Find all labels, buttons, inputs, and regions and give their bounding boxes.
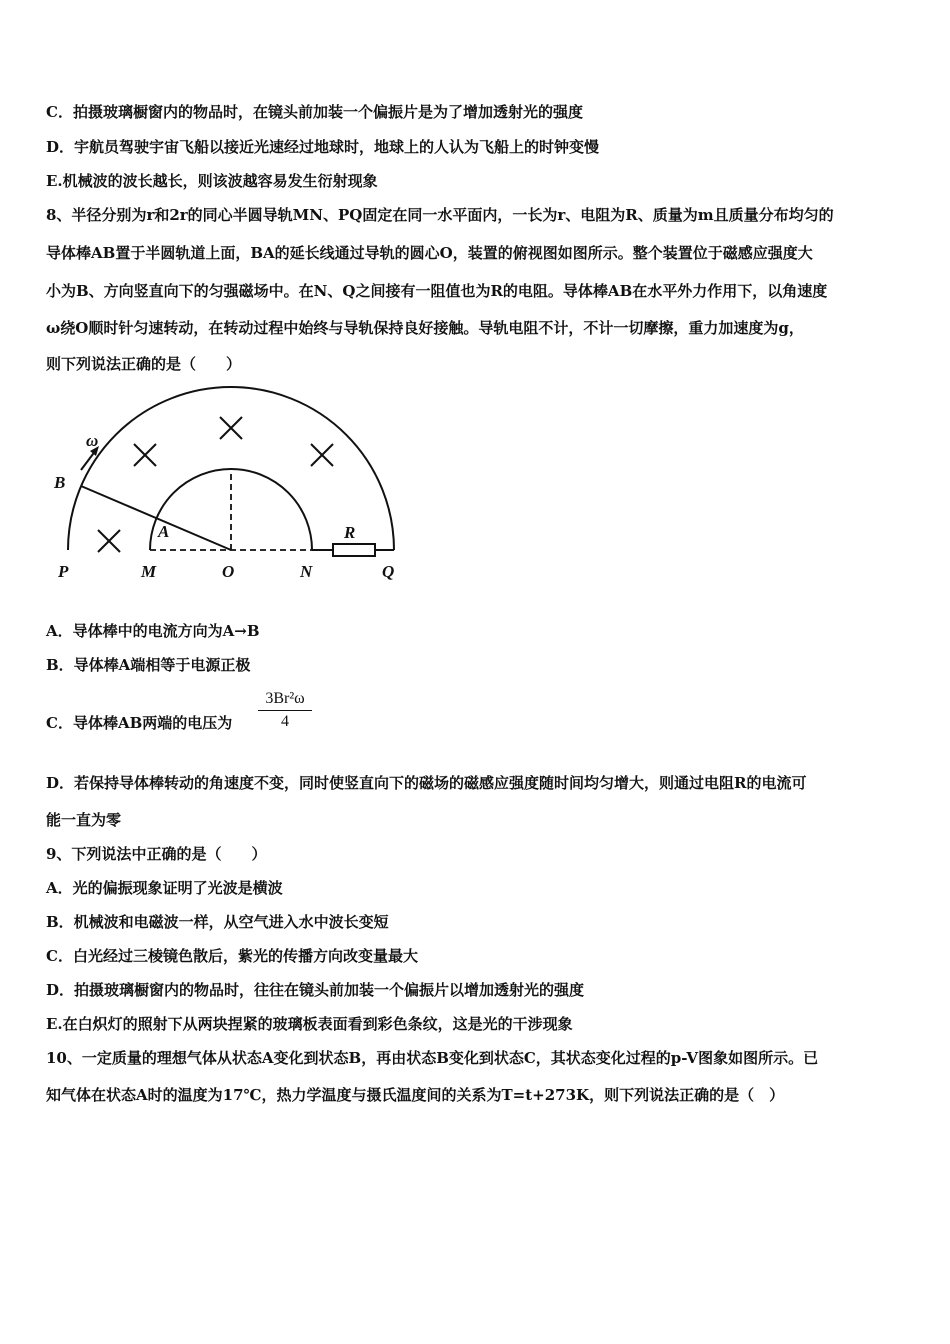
question-8-line-2: 导体棒AB置于半圆轨道上面，BA的延长线通过导轨的圆心O，装置的俯视图如图所示。整个装置位于磁感应强度大 — [46, 244, 813, 262]
q8-option-d-line-1: D．若保持导体棒转动的角速度不变，同时使竖直向下的磁场的磁感应强度随时间均匀增大，则通过电阻R的电流可 — [46, 774, 807, 792]
question-9: 9、下列说法中正确的是（ ） — [46, 845, 267, 863]
q8-option-a: A．导体棒中的电流方向为A→B — [46, 622, 260, 640]
fraction-numerator: 3Br²ω — [258, 690, 312, 711]
resistor — [333, 544, 375, 556]
label-p: P — [58, 562, 69, 581]
question-8-line-1: 8、半径分别为r和2r的同心半圆导轨MN、PQ固定在同一水平面内，一长为r、电阻为R、质量为m且质量分布均匀的 — [46, 206, 834, 224]
q8-option-b: B．导体棒A端相等于电源正极 — [46, 656, 251, 674]
q9-option-a: A．光的偏振现象证明了光波是横波 — [46, 879, 283, 897]
rail-diagram — [46, 384, 416, 594]
rod-ab — [81, 486, 231, 550]
option-e-prev: E.机械波的波长越长，则该波越容易发生衍射现象 — [46, 172, 378, 190]
label-q: Q — [382, 562, 395, 581]
q9-option-e: E.在白炽灯的照射下从两块捏紧的玻璃板表面看到彩色条纹，这是光的干涉现象 — [46, 1015, 573, 1033]
q9-option-c: C．白光经过三棱镜色散后，紫光的传播方向改变量最大 — [46, 947, 418, 965]
label-o: O — [222, 562, 235, 581]
q9-option-b: B．机械波和电磁波一样，从空气进入水中波长变短 — [46, 913, 389, 931]
label-b: B — [54, 473, 66, 492]
label-r: R — [344, 523, 356, 542]
q8-option-c: C．导体棒AB两端的电压为 — [46, 714, 233, 732]
question-10-line-2: 知气体在状态A时的温度为17℃，热力学温度与摄氏温度间的关系为T=t+273K，则下列说法正确的是（ ） — [46, 1086, 785, 1104]
fraction-denominator: 4 — [281, 713, 289, 730]
field-cross-icons — [98, 417, 333, 552]
question-8-line-3: 小为B、方向竖直向下的匀强磁场中。在N、Q之间接有一阻值也为R的电阻。导体棒AB在水平外力作用下，以角速度 — [46, 282, 828, 300]
label-n: N — [300, 562, 313, 581]
question-10-line-1: 10、一定质量的理想气体从状态A变化到状态B，再由状态B变化到状态C，其状态变化过程的p-V图象如图所示。已 — [46, 1049, 819, 1067]
q9-option-d: D．拍摄玻璃橱窗内的物品时，往往在镜头前加装一个偏振片以增加透射光的强度 — [46, 981, 585, 999]
label-omega: ω — [86, 431, 99, 450]
option-c-prev: C．拍摄玻璃橱窗内的物品时，在镜头前加装一个偏振片是为了增加透射光的强度 — [46, 103, 583, 121]
voltage-fraction — [258, 690, 312, 731]
option-d-prev: D．宇航员驾驶宇宙飞船以接近光速经过地球时，地球上的人认为飞船上的时钟变慢 — [46, 138, 600, 156]
q8-option-d-line-2: 能一直为零 — [46, 811, 122, 829]
question-8-line-4: ω绕O顺时针匀速转动，在转动过程中始终与导轨保持良好接触。导轨电阻不计，不计一切摩擦，重力加速度为g， — [46, 319, 804, 337]
question-8-line-5: 则下列说法正确的是（ ） — [46, 355, 242, 373]
label-m: M — [141, 562, 157, 581]
label-a: A — [158, 522, 170, 541]
